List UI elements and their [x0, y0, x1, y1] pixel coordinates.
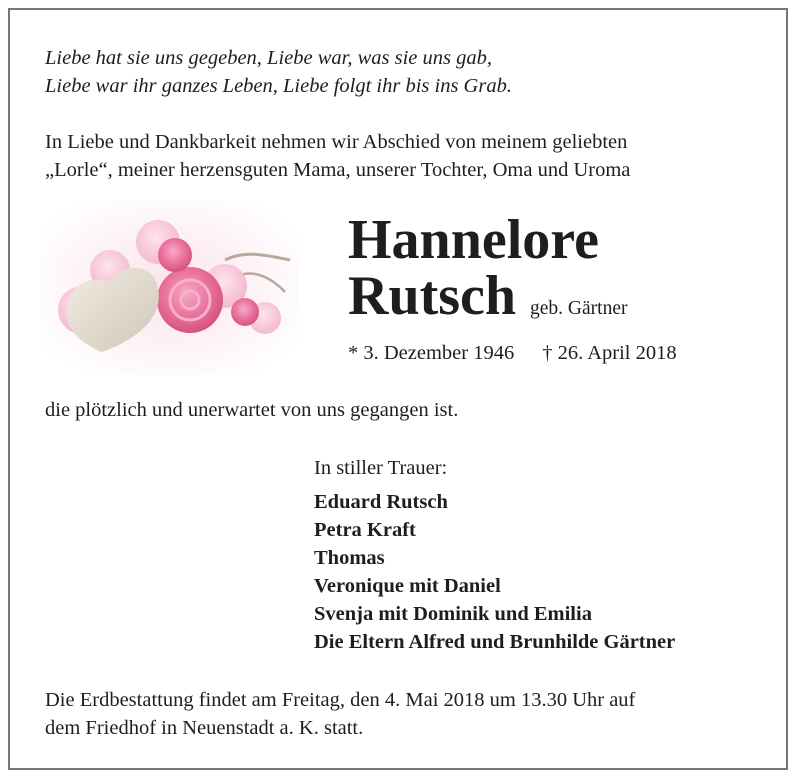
mourner: Veronique mit Daniel	[314, 575, 501, 597]
mourner: Svenja mit Dominik und Emilia	[314, 603, 592, 625]
mourner: Petra Kraft	[314, 519, 416, 541]
funeral-line-1: Die Erdbestattung findet am Freitag, den 4. Mai 2018 um 13.30 Uhr auf	[45, 689, 636, 711]
poem-line-2: Liebe war ihr ganzes Leben, Liebe folgt ihr bis ins Grab.	[45, 75, 512, 97]
poem-line-1: Liebe hat sie uns gegeben, Liebe war, was sie uns gab,	[45, 47, 492, 69]
first-name: Hannelore	[348, 209, 599, 271]
last-name: Rutsch	[348, 265, 517, 327]
intro-line-1: In Liebe und Dankbarkeit nehmen wir Abschied von meinem geliebten	[45, 131, 628, 153]
maiden-name: geb. Gärtner	[530, 298, 628, 319]
rose-icon	[157, 267, 223, 333]
deceased-name	[348, 209, 628, 337]
mourner: Thomas	[314, 547, 385, 569]
mourners-list	[314, 488, 675, 656]
funeral-notice	[45, 686, 635, 742]
poem-verse	[45, 44, 512, 100]
mourner: Eduard Rutsch	[314, 491, 448, 513]
birth-date: * 3. Dezember 1946	[348, 342, 515, 364]
mourning-heading: In stiller Trauer:	[314, 457, 448, 479]
intro-line-2: „Lorle“, meiner herzensguten Mama, unserer Tochter, Oma und Uroma	[45, 159, 631, 181]
mourner: Die Eltern Alfred und Brunhilde Gärtner	[314, 631, 676, 653]
death-date: † 26. April 2018	[542, 342, 677, 364]
funeral-line-2: dem Friedhof in Neuenstadt a. K. statt.	[45, 717, 364, 739]
passed-away-text: die plötzlich und unerwartet von uns gegangen ist.	[45, 399, 459, 421]
intro-text	[45, 128, 630, 184]
life-dates	[348, 339, 677, 367]
roses-heart-image	[40, 200, 298, 375]
